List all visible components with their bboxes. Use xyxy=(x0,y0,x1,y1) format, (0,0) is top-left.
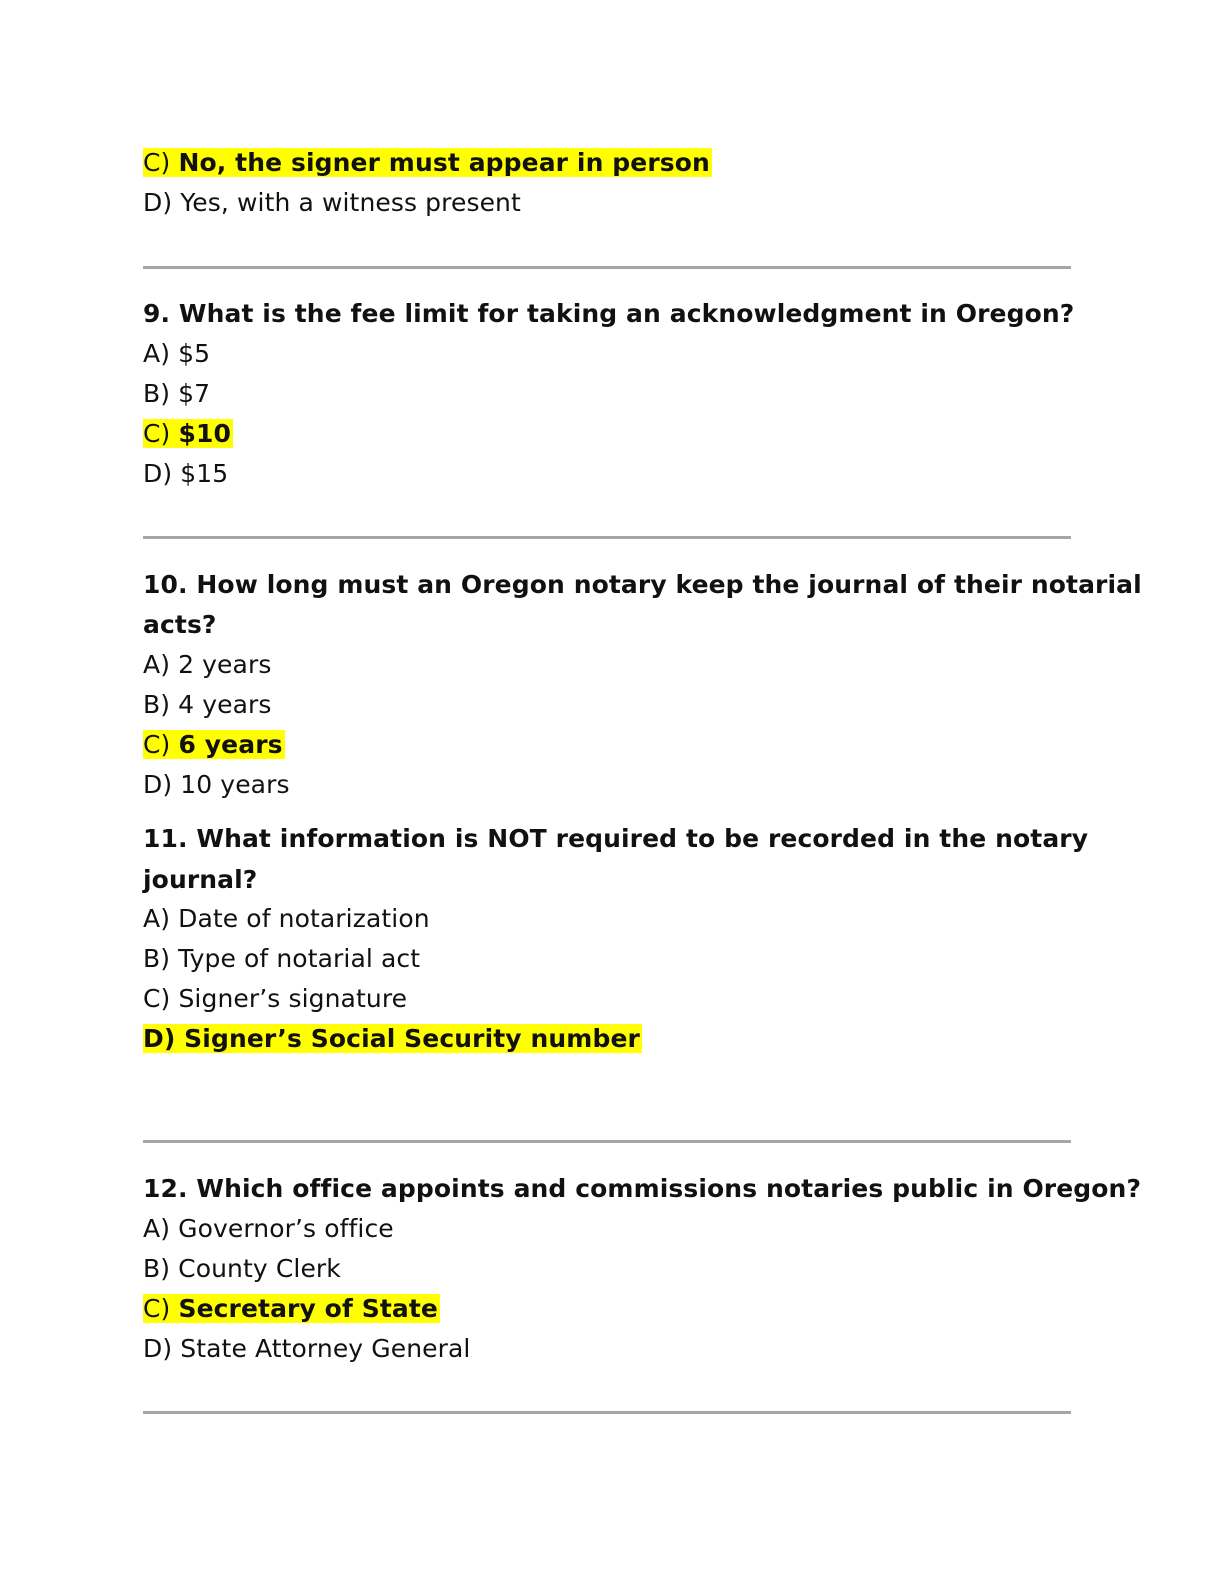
q12-option-a: A) Governor’s office xyxy=(143,1214,394,1243)
q8-option-c xyxy=(143,143,712,183)
divider-rule xyxy=(143,536,1071,539)
answer-highlight: C) No, the signer must appear in person xyxy=(143,148,710,177)
q9-option-b: B) $7 xyxy=(143,379,211,408)
q11-option-a: A) Date of notarization xyxy=(143,904,430,933)
q11-question-line1: 11. What information is NOT required to be recorded in the notary xyxy=(143,824,1089,853)
q10-question-line1: 10. How long must an Oregon notary keep the journal of their notarial xyxy=(143,570,1142,599)
q11-option-b: B) Type of notarial act xyxy=(143,944,421,973)
q9-option-d: D) $15 xyxy=(143,459,229,488)
q12-option-c xyxy=(143,1289,440,1329)
q11-option-c: C) Signer’s signature xyxy=(143,984,408,1013)
divider-rule xyxy=(143,1411,1071,1414)
answer-highlight: D) Signer’s Social Security number xyxy=(143,1024,640,1053)
q9-option-c xyxy=(143,414,233,454)
divider-rule xyxy=(143,1140,1071,1143)
answer-highlight: C) Secretary of State xyxy=(143,1294,438,1323)
q10-option-b: B) 4 years xyxy=(143,690,272,719)
q10-option-a: A) 2 years xyxy=(143,650,272,679)
q12-question: 12. Which office appoints and commissions notaries public in Oregon? xyxy=(143,1174,1142,1203)
answer-highlight: C) $10 xyxy=(143,419,231,448)
answer-highlight: C) 6 years xyxy=(143,730,283,759)
q10-option-c xyxy=(143,725,285,765)
q12-option-b: B) County Clerk xyxy=(143,1254,341,1283)
q12-option-d: D) State Attorney General xyxy=(143,1334,471,1363)
q11-option-d xyxy=(143,1019,642,1059)
q9-question: 9. What is the fee limit for taking an acknowledgment in Oregon? xyxy=(143,299,1075,328)
q10-question-line2: acts? xyxy=(143,610,217,639)
q9-option-a: A) $5 xyxy=(143,339,211,368)
q11-question-line2: journal? xyxy=(143,865,258,894)
divider-rule xyxy=(143,266,1071,269)
q10-option-d: D) 10 years xyxy=(143,770,290,799)
q8-option-d: D) Yes, with a witness present xyxy=(143,188,521,217)
